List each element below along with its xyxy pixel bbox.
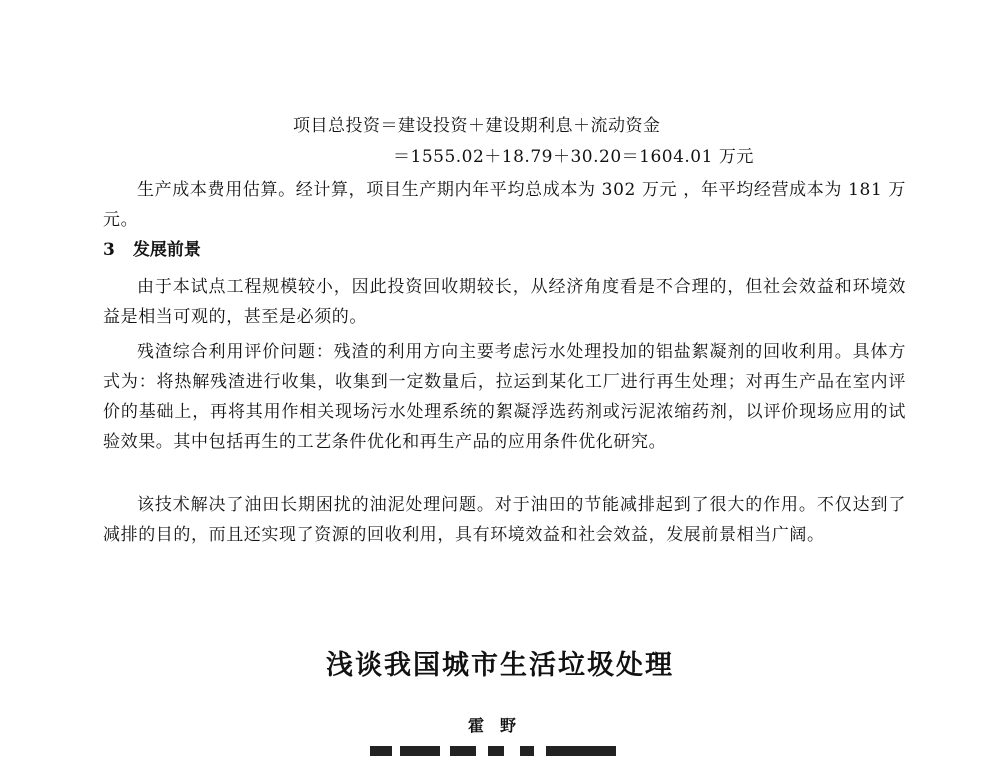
- article-author: 霍野: [467, 716, 532, 735]
- article-title: 浅谈我国城市生活垃圾处理: [326, 650, 674, 681]
- section-heading: [103, 239, 201, 261]
- section-number: 3: [103, 240, 115, 260]
- investment-equation-line-2: ＝1555.02＋18.79＋30.20＝1604.01 万元: [393, 147, 754, 167]
- body-paragraph: 残渣综合利用评价问题：残渣的利用方向主要考虑污水处理投加的铝盐絮凝剂的回收利用。具体方式为：将热解残渣进行收集，收集到一定数量后，拉运到某化工厂进行再生处理；对再生产品在室内评价的基础上，再将其用作相关现场污水处理系统的絮凝浮选药剂或污泥浓缩药剂，以评价现场应用的试验效果。其中包括再生的工艺条件优化和再生产品的应用条件优化研究。: [103, 342, 906, 452]
- author-affiliation-cropped: [370, 742, 630, 762]
- body-paragraph: 由于本试点工程规模较小，因此投资回收期较长，从经济角度看是不合理的，但社会效益和环境效益是相当可观的，甚至是必须的。: [103, 277, 906, 327]
- body-paragraph: 该技术解决了油田长期困扰的油泥处理问题。对于油田的节能减排起到了很大的作用。不仅达到了减排的目的，而且还实现了资源的回收利用，具有环境效益和社会效益，发展前景相当广阔。: [103, 495, 906, 545]
- production-cost-paragraph: 生产成本费用估算。经计算，项目生产期内年平均总成本为 302 万元 ，年平均经营成本为 181 万元。: [103, 180, 906, 230]
- section-title: 发展前景: [132, 240, 201, 260]
- investment-equation-line-1: 项目总投资＝建设投资＋建设期利息＋流动资金: [293, 116, 661, 136]
